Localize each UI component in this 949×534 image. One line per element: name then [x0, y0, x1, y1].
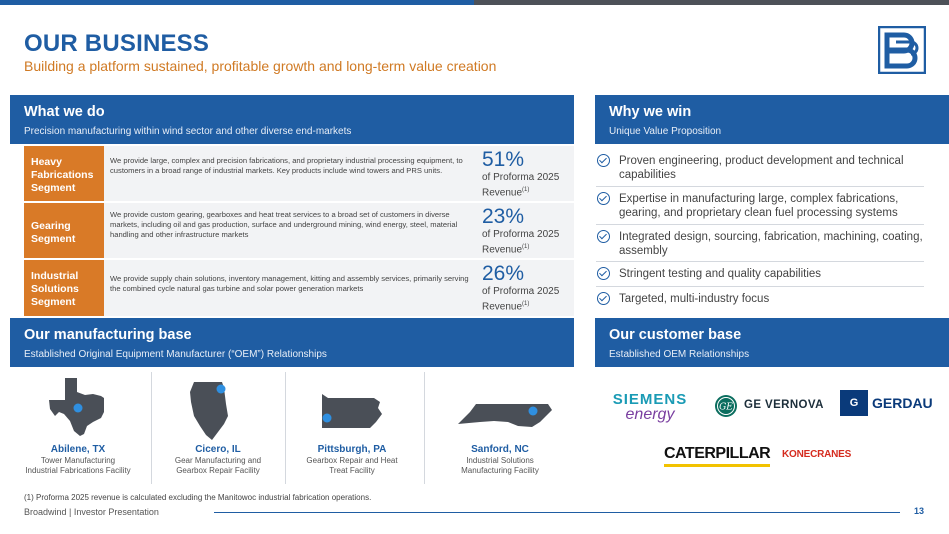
- location-description: Industrial Solutions Manufacturing Facility: [461, 456, 539, 475]
- page-number: 13: [914, 506, 925, 516]
- manufacturing-base-title: Our manufacturing base: [24, 327, 192, 343]
- location-city: Pittsburgh, PA: [317, 444, 387, 455]
- segment-description: We provide supply chain solutions, inventory management, kitting and assembly services, primarily serving the combined cycle natural gas turbine and solar power generation markets: [110, 274, 469, 293]
- manufacturing-base-header: [10, 318, 574, 367]
- segment-gearing: [24, 203, 574, 258]
- location-pittsburgh: [302, 444, 402, 476]
- win-item: [596, 287, 924, 311]
- segment-revenue-label: [482, 286, 574, 313]
- customer-base-header: [595, 318, 949, 367]
- customer-base-title: Our customer base: [609, 327, 742, 343]
- segment-label: Industrial Solutions Segment: [24, 260, 104, 316]
- segment-industrial-solutions: [24, 260, 574, 316]
- footnote-mark: (1): [522, 301, 530, 307]
- win-item-text: Targeted, multi-industry focus: [619, 293, 770, 305]
- check-circle-icon: [597, 192, 610, 205]
- win-item-text: Integrated design, sourcing, fabrication, machining, coating, assembly: [619, 231, 923, 257]
- location-city: Cicero, IL: [195, 444, 241, 455]
- location-description: Tower Manufacturing Industrial Fabrications Facility: [25, 456, 131, 475]
- win-item: [596, 225, 924, 262]
- top-accent-blue: [0, 0, 474, 5]
- ge-vernova-wordmark: GE VERNOVA: [744, 399, 824, 411]
- texas-map-icon: [47, 376, 109, 438]
- what-we-do-subtitle: Precision manufacturing within wind sector and other diverse end-markets: [24, 126, 352, 137]
- location-cicero: [168, 444, 268, 476]
- win-item-text: Expertise in manufacturing large, complex fabrications, gearing, and proprietary clean fuel processing systems: [619, 193, 899, 219]
- siemens-wordmark: SIEMENS: [612, 391, 688, 408]
- win-item-text: Stringent testing and quality capabilities: [619, 268, 822, 280]
- caterpillar-logo: CATERPILLAR: [664, 445, 770, 467]
- top-accent-bar: [0, 0, 949, 5]
- segment-percent: 26%: [482, 262, 525, 285]
- customer-base-subtitle: Established OEM Relationships: [609, 349, 750, 360]
- page-subtitle: Building a platform sustained, profitable growth and long-term value creation: [24, 58, 497, 74]
- location-description: Gearbox Repair and Heat Treat Facility: [306, 456, 398, 475]
- divider: [285, 372, 286, 484]
- segment-description: We provide custom gearing, gearboxes and heat treat services to a broad set of customers in diverse markets, including oil and gas production, surface and underground mining, wind energy, steel, material handling and other infrastructure markets: [110, 210, 458, 239]
- segment-percent: 51%: [482, 148, 525, 171]
- segment-heavy-fabrications: [24, 146, 574, 201]
- konecranes-logo: KONECRANES: [782, 449, 852, 460]
- footnote-mark: (1): [522, 244, 530, 250]
- divider: [424, 372, 425, 484]
- segment-description: We provide large, complex and precision fabrications, and proprietary industrial processing equipment, to customers in a broad range of industrial markets. Key products include wind towers and PRS units.: [110, 156, 463, 175]
- check-circle-icon: [597, 154, 610, 167]
- siemens-energy-logo: [600, 392, 700, 422]
- location-city: Sanford, NC: [471, 444, 529, 455]
- segment-stat: [482, 146, 574, 199]
- pennsylvania-map-icon: [318, 392, 384, 432]
- page-title: OUR BUSINESS: [24, 30, 210, 57]
- segment-revenue-label: [482, 172, 574, 199]
- segment-stat: [482, 203, 574, 256]
- footer-rule: [214, 512, 900, 513]
- what-we-do-header: [10, 95, 574, 144]
- location-description: Gear Manufacturing and Gearbox Repair Facility: [174, 456, 262, 475]
- footnote-mark: (1): [522, 187, 530, 193]
- why-we-win-header: [595, 95, 949, 144]
- segment-revenue-label: [482, 229, 574, 256]
- location-sanford: [446, 444, 554, 476]
- revenue-label-text: of Proforma 2025 Revenue: [482, 286, 560, 313]
- ge-monogram-icon: [714, 394, 738, 418]
- check-circle-icon: [597, 292, 610, 305]
- win-item-text: Proven engineering, product development and technical capabilities: [619, 155, 904, 181]
- revenue-label-text: of Proforma 2025 Revenue: [482, 229, 560, 256]
- check-circle-icon: [597, 267, 610, 280]
- revenue-label-text: of Proforma 2025 Revenue: [482, 172, 560, 199]
- illinois-map-icon: [188, 380, 236, 442]
- segment-percent: 23%: [482, 205, 525, 228]
- segment-label: Heavy Fabrications Segment: [24, 146, 104, 201]
- why-we-win-list: [596, 150, 924, 311]
- win-item: [596, 187, 924, 225]
- location-city: Abilene, TX: [50, 444, 106, 455]
- segment-label: Gearing Segment: [24, 203, 104, 258]
- gerdau-icon: G: [840, 390, 868, 416]
- why-we-win-subtitle: Unique Value Proposition: [609, 126, 722, 137]
- footnote: (1) Proforma 2025 revenue is calculated excluding the Manitowoc industrial fabrication operations.: [24, 493, 372, 502]
- north-carolina-map-icon: [456, 400, 556, 430]
- why-we-win-title: Why we win: [609, 104, 692, 120]
- energy-wordmark: energy: [625, 406, 675, 423]
- win-item: [596, 262, 924, 287]
- gerdau-wordmark: GERDAU: [872, 395, 933, 411]
- footer-text: Broadwind | Investor Presentation: [24, 507, 159, 517]
- svg-text:GE: GE: [719, 402, 733, 413]
- what-we-do-title: What we do: [24, 104, 105, 120]
- divider: [151, 372, 152, 484]
- broadwind-logo: [878, 26, 926, 74]
- manufacturing-base-subtitle: Established Original Equipment Manufacturer (“OEM”) Relationships: [24, 349, 327, 360]
- segment-stat: [482, 260, 574, 313]
- check-circle-icon: [597, 230, 610, 243]
- location-abilene: [24, 444, 132, 476]
- win-item: [596, 150, 924, 187]
